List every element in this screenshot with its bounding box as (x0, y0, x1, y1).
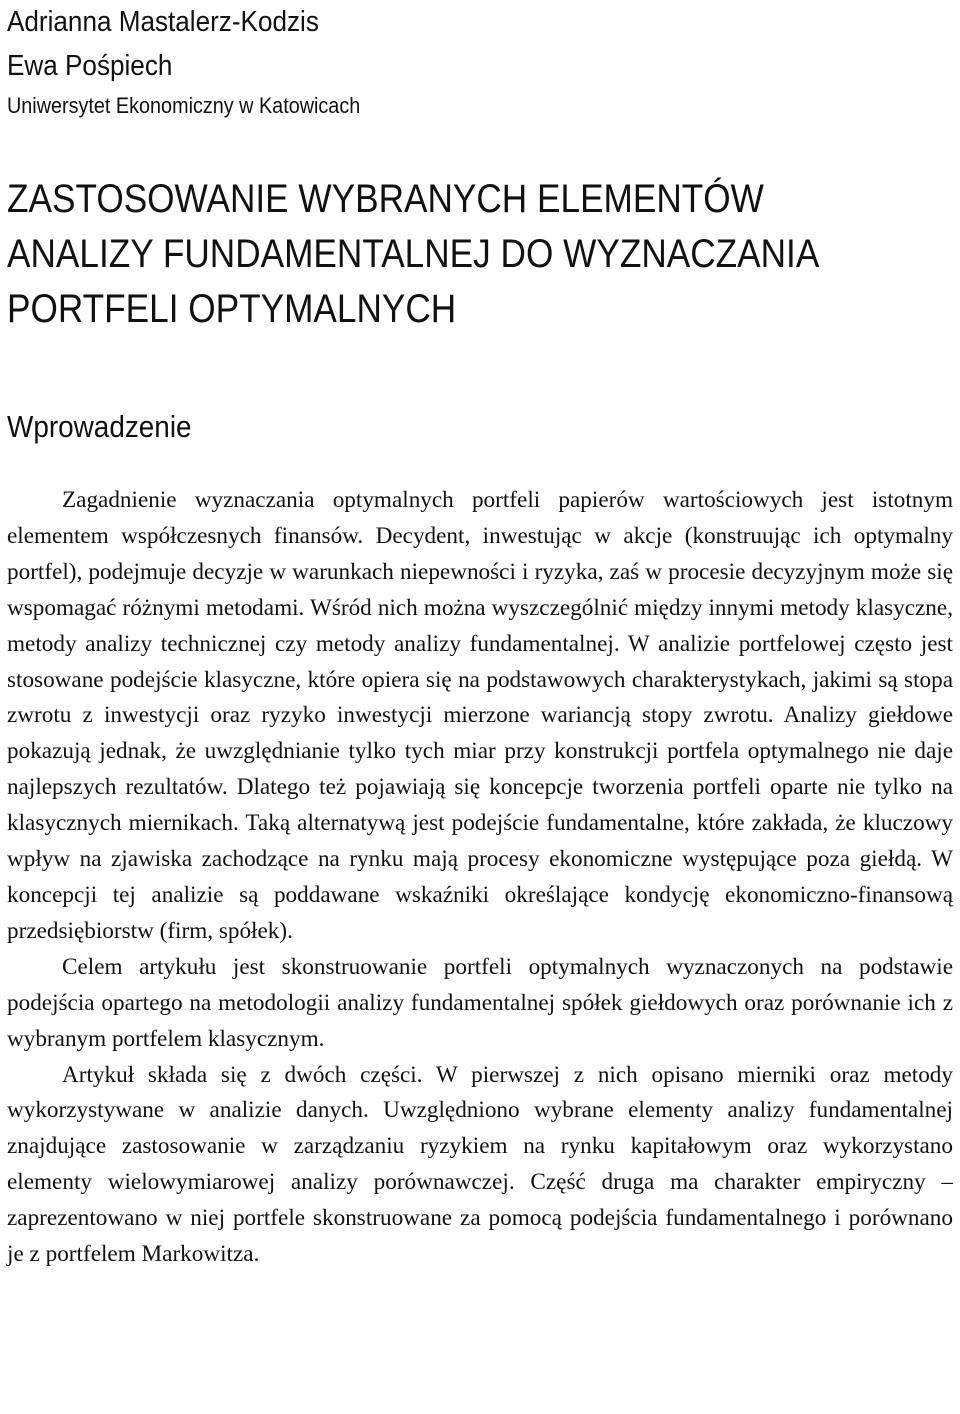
title-line: ZASTOSOWANIE WYBRANYCH ELEMENTÓW (7, 177, 764, 221)
body-paragraph: Celem artykułu jest skonstruowanie portfeli optymalnych wyznaczonych na podstawie podejścia opartego na metodologii analizy fundamentalnej spółek giełdowych oraz porównanie ich z wybranym portfelem klasycznym. (7, 953, 953, 1052)
title-line: ANALIZY FUNDAMENTALNEJ DO WYZNACZANIA (7, 232, 820, 276)
section-heading: Wprowadzenie (7, 409, 192, 444)
title-line: PORTFELI OPTYMALNYCH (7, 287, 457, 331)
author-name: Ewa Pośpiech (7, 50, 173, 82)
section-body (7, 483, 953, 1273)
affiliation: Uniwersytet Ekonomiczny w Katowicach (7, 93, 361, 118)
body-paragraph: Artykuł składa się z dwóch części. W pierwszej z nich opisano mierniki oraz metody wykorzystywane w analizie danych. Uwzględniono wybrane elementy analizy fundamentalnej znajdujące zastosowanie w zarządzaniu ryzykiem na rynku kapitałowym oraz wykorzystano elementy wielowymiarowej analizy porównawczej. Część druga ma charakter empiryczny – zaprezentowano w niej portfele skonstruowane za pomocą podejścia fundamentalnego i porównano je z portfelem Markowitza. (7, 1061, 953, 1268)
paper-title (7, 172, 839, 337)
paper-page (7, 0, 953, 1273)
author-name: Adrianna Mastalerz-Kodzis (7, 6, 319, 38)
body-paragraph: Zagadnienie wyznaczania optymalnych portfeli papierów wartościowych jest istotnym elementem współczesnych finansów. Decydent, inwestując w akcje (konstruując ich optymalny portfel), podejmuje decyzje w warunkach niepewności i ryzyka, zaś w procesie decyzyjnym może się wspomagać różnymi metodami. Wśród nich można wyszczególnić między innymi metody klasyczne, metody analizy technicznej czy metody analizy fundamentalnej. W analizie portfelowej często jest stosowane podejście klasyczne, które opiera się na podstawowych charakterystykach, jakimi są stopa zwrotu z inwestycji oraz ryzyko inwestycji mierzone wariancją stopy zwrotu. Analizy giełdowe pokazują jednak, że uwzględnianie tylko tych miar przy konstrukcji portfela optymalnego nie daje najlepszych rezultatów. Dlatego też pojawiają się koncepcje tworzenia portfeli oparte nie tylko na klasycznych miernikach. Taką alternatywą jest podejście fundamentalne, które zakłada, że kluczowy wpływ na zjawiska zachodzące na rynku mają procesy ekonomiczne występujące poza giełdą. W koncepcji tej analizie są poddawane wskaźniki określające kondycję ekonomiczno-finansową przedsiębiorstw (firm, spółek). (7, 487, 953, 944)
